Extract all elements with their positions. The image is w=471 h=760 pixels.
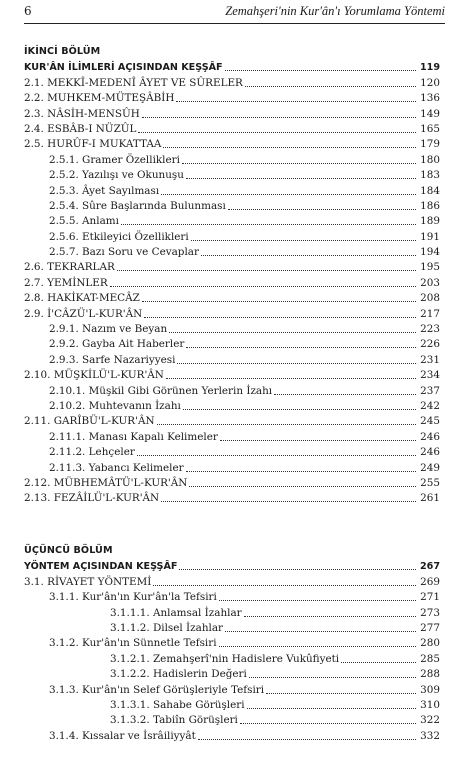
dot-leader [186,470,416,472]
dot-leader [244,615,416,617]
entry-title: 3.1. RİVAYET YÖNTEMİ [24,575,152,588]
toc-entry[interactable] [24,228,440,243]
entry-title: 2.9.1. Nazım ve Beyan [49,323,168,336]
dot-leader [186,346,416,348]
dot-leader [169,331,416,333]
dot-leader [191,239,416,241]
toc-entry[interactable] [24,712,440,727]
entry-page: 223 [420,323,440,336]
toc-entry[interactable] [24,475,440,490]
entry-title: 3.1.1. Kur'ân'ın Kur'ân'la Tefsiri [49,591,217,604]
entry-page: 120 [420,76,440,89]
toc-entry[interactable] [24,367,440,382]
running-title: Zemahşeri'nin Kur'ân'ı Yorumlama Yöntemi [225,4,445,18]
dot-leader [183,408,416,410]
dot-leader [245,85,416,87]
entry-page: 246 [420,446,440,459]
entry-title: 2.10.2. Muhtevanın İzahı [49,399,181,412]
entry-page: 186 [420,199,440,212]
page-header [24,3,445,24]
dot-leader [144,316,416,318]
dot-leader [247,707,416,709]
entry-page: 280 [420,637,440,650]
entry-title: 2.11. GARÎBÜ'L-KUR'ÂN [24,415,155,428]
entry-page: 249 [420,461,440,474]
toc-entry[interactable] [24,727,440,742]
toc-entry[interactable] [24,650,440,665]
toc-entry[interactable] [24,666,440,681]
toc-entry[interactable] [24,290,440,305]
toc-entry[interactable] [24,244,440,259]
entry-page: 246 [420,430,440,443]
toc-entry[interactable] [24,136,440,151]
entry-title: KUR'ÂN İLİMLERİ AÇISINDAN KEŞŞÂF [24,62,223,74]
entry-title: 2.5.1. Gramer Özellikleri [49,153,180,166]
toc-entry[interactable] [24,305,440,320]
entry-page: 165 [420,122,440,135]
entry-page: 267 [419,561,440,573]
toc-entry[interactable] [24,459,440,474]
entry-title: 2.4. ESBÂB-I NÜZÛL [24,122,137,135]
toc-entry[interactable] [24,697,440,712]
part-heading: ÜÇÜNCÜ BÖLÜM [24,545,113,556]
entry-page: 217 [420,307,440,320]
toc-entry[interactable] [24,490,440,505]
dot-leader [225,630,416,632]
dot-leader [240,722,416,724]
dot-leader [166,377,416,379]
entry-page: 194 [420,246,440,259]
entry-page: 203 [420,276,440,289]
entry-page: 184 [420,184,440,197]
toc-entry[interactable] [24,259,440,274]
toc-entry[interactable] [24,182,440,197]
toc-entry[interactable] [24,428,440,443]
dot-leader [189,485,416,487]
toc-entry[interactable] [24,151,440,166]
toc-entry[interactable] [24,681,440,696]
entry-page: 288 [420,668,440,681]
dot-leader [121,223,416,225]
dot-leader [219,645,416,647]
entry-title: 2.2. MUHKEM-MÜTEŞÂBİH [24,92,175,105]
dot-leader [142,300,416,302]
entry-page: 255 [420,476,440,489]
dot-leader [157,423,416,425]
entry-page: 119 [419,62,440,74]
entry-title: 3.1.2.2. Hadislerin Değeri [110,668,247,681]
entry-title: 2.9. İ'CÂZÜ'L-KUR'ÂN [24,307,143,320]
entry-page: 195 [420,261,440,274]
dot-leader [163,146,416,148]
dot-leader [138,131,416,133]
entry-title: 2.5.5. Anlamı [49,215,119,228]
toc-entry[interactable] [24,213,440,228]
toc-section-ikinci-bolum [24,44,440,505]
entry-page: 191 [420,230,440,243]
dot-leader [201,254,416,256]
toc-entry[interactable] [24,274,440,289]
dot-leader [225,69,416,71]
entry-page: 208 [420,292,440,305]
entry-page: 273 [420,606,440,619]
dot-leader [220,439,416,441]
entry-page: 179 [420,138,440,151]
entry-title: 2.10. MÜŞKİLÜ'L-KUR'ÂN [24,369,164,382]
dot-leader [110,285,416,287]
dot-leader [198,738,416,740]
entry-title: 2.9.3. Sarfe Nazariyyesi [49,353,176,366]
entry-title: 3.1.3.1. Sahabe Görüşleri [110,698,245,711]
entry-page: 183 [420,169,440,182]
toc-entry[interactable] [24,74,440,89]
entry-title: 2.11.3. Yabancı Kelimeler [49,461,184,474]
dot-leader [179,568,416,570]
entry-page: 245 [420,415,440,428]
toc-entry[interactable] [24,382,440,397]
entry-page: 271 [420,591,440,604]
entry-title: 2.6. TEKRARLAR [24,261,115,274]
entry-title: 3.1.2. Kur'ân'ın Sünnetle Tefsiri [49,637,217,650]
toc-entry[interactable] [24,604,440,619]
entry-title: 2.10.1. Müşkil Gibi Görünen Yerlerin İzahı [49,384,273,397]
entry-page: 269 [420,575,440,588]
entry-title: 2.5.4. Sûre Başlarında Bulunması [49,199,226,212]
toc-entry[interactable] [24,336,440,351]
entry-title: 2.1. MEKKÎ-MEDENÎ ÂYET VE SÛRELER [24,76,243,89]
toc-entry[interactable] [24,620,440,635]
entry-title: 2.5.3. Âyet Sayılması [49,184,160,197]
toc-entry[interactable] [24,321,440,336]
page-number: 6 [24,4,32,18]
dot-leader [137,454,416,456]
dot-leader [228,208,416,210]
entry-page: 309 [420,683,440,696]
dot-leader [249,676,416,678]
entry-title: 2.11.2. Lehçeler [49,446,135,459]
entry-page: 285 [420,652,440,665]
toc-section-ucuncu-bolum [24,543,440,743]
entry-page: 136 [420,92,440,105]
entry-title: 2.3. NÂSİH-MENSÛH [24,107,140,120]
dot-leader [182,162,416,164]
toc-entry[interactable] [24,121,440,136]
toc-entry[interactable] [24,573,440,588]
entry-title: 2.8. HAKİKAT-MECÂZ [24,292,140,305]
dot-leader [142,116,416,118]
entry-title: 2.9.2. Gayba Ait Haberler [49,338,185,351]
entry-page: 180 [420,153,440,166]
entry-page: 261 [420,492,440,505]
entry-title: 3.1.3.2. Tabiîn Görüşleri [110,714,238,727]
toc-entry[interactable] [24,444,440,459]
toc-entry[interactable] [24,167,440,182]
entry-title: 3.1.3. Kur'ân'ın Selef Görüşleriyle Tefsiri [49,683,265,696]
entry-page: 242 [420,399,440,412]
part-heading: İKİNCİ BÖLÜM [24,46,101,57]
dot-leader [274,393,416,395]
toc-entry[interactable] [24,635,440,650]
entry-title: 3.1.4. Kıssalar ve İsrâiliyyât [49,729,196,742]
entry-title: 2.5.7. Bazı Soru ve Cevaplar [49,246,199,259]
entry-page: 231 [420,353,440,366]
entry-title: 2.5.6. Etkileyici Özellikleri [49,230,189,243]
dot-leader [176,100,416,102]
toc-entry[interactable] [24,90,440,105]
entry-title: 2.12. MÜBHEMÂTÜ'L-KUR'ÂN [24,476,188,489]
entry-page: 234 [420,369,440,382]
entry-title: 2.11.1. Manası Kapalı Kelimeler [49,430,218,443]
entry-page: 226 [420,338,440,351]
entry-title: 3.1.1.1. Anlamsal İzahlar [110,606,242,619]
entry-page: 310 [420,698,440,711]
entry-page: 332 [420,729,440,742]
entry-page: 277 [420,621,440,634]
dot-leader [266,692,416,694]
entry-page: 189 [420,215,440,228]
entry-page: 149 [420,107,440,120]
entry-page: 322 [420,714,440,727]
entry-title: 2.7. YEMİNLER [24,276,108,289]
entry-title: 2.13. FEZÂİLÜ'L-KUR'ÂN [24,492,160,505]
dot-leader [219,599,416,601]
entry-title: 2.5. HURÛF-I MUKATTAA [24,138,162,151]
entry-title: 3.1.1.2. Dilsel İzahlar [110,621,223,634]
toc-entry[interactable] [24,105,440,120]
toc-entry[interactable] [24,351,440,366]
toc-entry[interactable] [24,413,440,428]
toc-entry[interactable] [24,398,440,413]
entry-title: 3.1.2.1. Zemahşerî'nin Hadislere Vukûfiyeti [110,652,340,665]
entry-title: YÖNTEM AÇISINDAN KEŞŞÂF [24,561,178,573]
dot-leader [117,269,416,271]
entry-page: 237 [420,384,440,397]
dot-leader [341,661,416,663]
toc-entry[interactable] [24,59,440,74]
dot-leader [161,500,416,502]
dot-leader [177,362,416,364]
toc-entry[interactable] [24,198,440,213]
entry-title: 2.5.2. Yazılışı ve Okunuşu [49,169,184,182]
toc-entry[interactable] [24,558,440,573]
toc-entry[interactable] [24,589,440,604]
dot-leader [161,193,416,195]
dot-leader [186,177,416,179]
dot-leader [153,584,416,586]
